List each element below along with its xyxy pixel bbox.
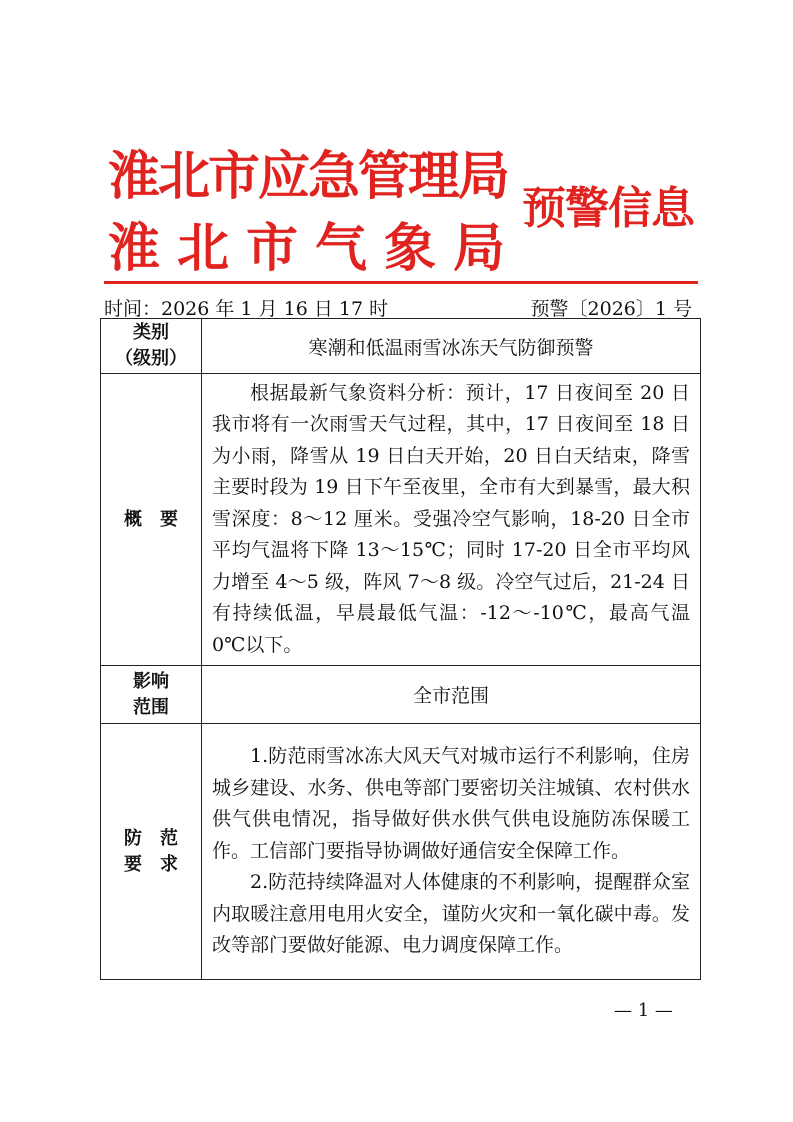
- table-row-category: [101, 319, 701, 374]
- summary-text: 根据最新气象资料分析：预计，17 日夜间至 20 日我市将有一次雨雪天气过程，其中，17 日夜间至 18 日为小雨，降雪从 19 日白天开始，20 日白天结束，降雪主要时段为 19 日下午至夜里，全市有大到暴雪，最大积雪深度：8～12 厘米。受强冷空气影响，18-20 日全市平均气温将下降 13～15℃；同时 17-20 日全市平均风力增至 4～5 级，阵风 7～8 级。冷空气过后，21-24 日有持续低温，早晨最低气温：-12～-10℃，最高气温 0℃以下。: [212, 381, 690, 656]
- requirement-item: 2.防范持续降温对人体健康的不利影响，提醒群众室内取暖注意用电用火安全，谨防火灾和一氧化碳中毒。发改等部门要做好能源、电力调度保障工作。: [212, 871, 690, 957]
- table-row-summary: [101, 374, 701, 666]
- scope-label: [101, 666, 202, 724]
- document-type-title: 预警信息: [522, 183, 694, 234]
- table-row-requirements: [101, 724, 701, 980]
- warning-info-table: [100, 318, 701, 980]
- scope-label-line2: 范围: [133, 696, 169, 718]
- category-label: [101, 319, 202, 374]
- scope-value: 全市范围: [202, 666, 701, 724]
- org-name-emergency-bureau: 淮北市应急管理局: [108, 147, 509, 207]
- scope-label-line1: 影响: [133, 670, 169, 692]
- table-row-scope: [101, 666, 701, 724]
- category-label-line2: （级别）: [115, 348, 187, 369]
- org-name-meteorological-bureau: 淮北市气象局: [108, 219, 523, 279]
- issue-time: 时间：2026 年 1 月 16 日 17 时: [104, 298, 389, 320]
- requirements-label-line2: 要 求: [124, 853, 178, 875]
- header-red-rule: [104, 281, 698, 284]
- requirements-label-line1: 防 范: [124, 827, 178, 849]
- category-value: 寒潮和低温雨雪冰冻天气防御预警: [202, 319, 701, 374]
- category-label-line1: 类别: [133, 322, 169, 343]
- document-number: 预警〔2026〕1 号: [530, 298, 692, 320]
- page-number: — 1 —: [614, 1000, 673, 1021]
- summary-cell: [202, 374, 701, 666]
- summary-label: 概 要: [101, 374, 202, 666]
- document-header: [100, 130, 700, 280]
- requirements-cell: [202, 724, 701, 980]
- document-meta-row: [104, 294, 692, 321]
- requirement-item: 1.防范雨雪冰冻大风天气对城市运行不利影响，住房城乡建设、水务、供电等部门要密切关注城镇、农村供水供气供电情况，指导做好供水供气供电设施防冻保暖工作。工信部门要指导协调做好通信安全保障工作。: [212, 745, 690, 862]
- requirements-label: [101, 724, 202, 980]
